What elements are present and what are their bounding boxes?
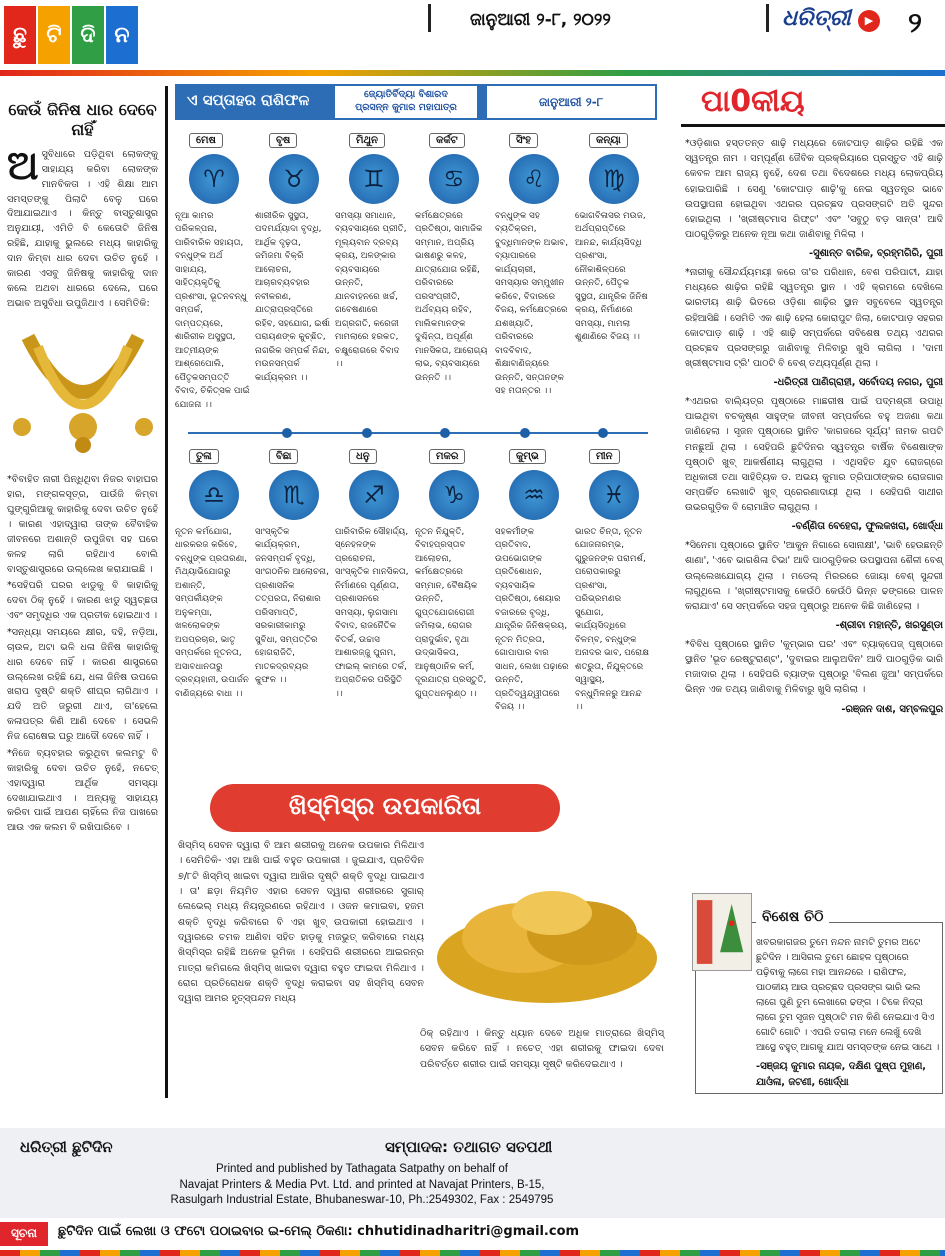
zodiac-sign [255, 128, 333, 385]
left-para-3: *ସେହିପରି ଘରର ଝାଡୁକୁ ବି କାହାରିକୁ ଦେବା ଠିକ୍ ନୁହେଁ । କାରଣ ଝାଡୁ ସ୍ୱଚ୍ଛତା ଏବଂ ସମୃଦ୍ଧିର ଏକ ପ୍ରତୀକ ହୋଇଥାଏ । [7, 580, 158, 622]
page-number: ୨ [908, 6, 922, 39]
left-article-body [7, 143, 158, 311]
page-header [0, 0, 945, 70]
special-letter-heading: ବିଶେଷ ଚିଠି [756, 909, 829, 925]
reader-letter: *ଏଥରର ବାଲ୍ୟିତ୍ର ପୃଷ୍ଠାରେ ମାଛରୀଷ ପାଇଁ ପଦ୍ମଶ୍ରୀ ଉପାଧି ପାଇଥିବା ବଚକୃଷ୍ଣ ସାହୁଙ୍କ ଜୀବନୀ ସମ୍ପର୍କରେ ବହୁ ଅଜଣା କଥା ଜାଣିହେଲା । ସୃଜନ ପୃଷ୍ଠାରେ ସ୍ଥାନିତ 'କାଗଜରେ ସୂର୍ଯ୍ୟ' ନାମକ ଗପଟି ମନଛୁଆଁ ଥିଲା । ସେହିପରି ଛୁଟିଦିନର ସ୍ୱତନ୍ତ୍ର ବାର୍ଷିକ ବିଶେଷାଙ୍କ ପୃଷ୍ଠାଟି ଖୁବ୍ ଆକର୍ଷଣୀୟ ଲାଗୁଥିଲା । ଏଥିସହିତ ଯୁବ ରୋଜଗ୍ରେ ଅଧିକାରୀ ତଥା ସାହିତ୍ୟିକ ଡ. ଅଭୟ କୁମାର ତ୍ରିପାଠୀଙ୍କର ରୋଜଗାର ସମ୍ପର୍କିତ ଲେଖାଟି ଖୁବ୍ ପ୍ରେରଣାଦାୟୀ ଥିଲା । ସେହିପରି ସାଥୀର ଉଭରଗୁଡ଼ିକ ବି ରୋମାଞ୍ଚିତ ଲାଗୁଥିଲା । [685, 395, 943, 514]
horoscope-title: ଏ ସପ୍ତାହର ରାଶିଫଳ [187, 91, 310, 109]
logo-letter-4: ନ [106, 6, 138, 64]
zodiac-sign-name: ବୃଷ [269, 133, 297, 148]
zodiac-forecast: ସହକର୍ମୀଙ୍କ ପ୍ରତିବାଦ, ଉପଭୋଗଙ୍କ ପ୍ରତିଶୋଧନ, ବ୍ୟବସାୟିକ ପ୍ରତିଷ୍ଠା, ଶେୟାର ବଜାରରେ ବୃଦ୍ଧି, ଯାନ୍ତ୍ରିକ ଜିନିଷକ୍ରୟ, ନୂତନ ମିତ୍ରତା, ଗୋପାପାର ବାର ସାଧନ, ଲେଖା ପଢ଼ାରେ ଉନ୍ନତି, ପ୍ରତିଦ୍ୱନ୍ଦ୍ୱୀତାରେ ବିଜୟ ।। [495, 527, 569, 713]
issue-date: ଜାନୁଆରୀ ୨-୮, ୨୦୨୨ [470, 10, 611, 30]
header-divider-2 [766, 4, 769, 32]
letter-signature: -ଶ୍ରୀବା ମହାନ୍ତି, ଖରସୁଣ୍ଡା [835, 620, 943, 632]
zodiac-forecast: କର୍ମକ୍ଷେତ୍ରରେ ପ୍ରତିଷ୍ଠା, ସାମାଜିକ ସମ୍ମାନ, ଅପ୍ରିୟ ଭାଷଣରୁ କଳହ, ଯାତ୍ରାଯୋଗ ରହିଛି, ପରିବାରରେ ପରସଂପ୍ରୀତି, ଅର୍ଥବ୍ୟୟ ରହିବ, ମାଲିକମାନଙ୍କ ଦୁଶ୍ଚିନ୍ତା, ଅପୂର୍ଣ୍ଣ ମାନସିକତା, ଆରୋଗ୍ୟ ଲାଭ, ବ୍ୟବସାୟରେ ଉନ୍ନତି ।। [415, 211, 488, 383]
zodiac-forecast: ନୂଆ କାମର ପରିକଳ୍ପନା, ପାରିବାରିକ ସହାୟତା, ବନ୍ଧୁଙ୍କ ଅର୍ଥ ସାହାଯ୍ୟ, ସାହିତ୍ୟକୃତିକୁ ପ୍ରଶଂସା, ଭୂତନବନ୍ଧୁ ସମ୍ପର୍କ, ଦାମ୍ପତ୍ୟରେ, ଶାରିରୀକ ଅସୁସ୍ଥତା, ଆତ୍ମୀୟଙ୍କ ଆଶ୍ରେପୋଲି, ପୈତୃକସମ୍ପତ୍ତି ବିବାଦ, ଚିକିତ୍ସକ ପାଇଁ ଯୋଜନା ।। [175, 211, 250, 410]
zodiac-sign [415, 444, 493, 701]
zodiac-sign [255, 444, 333, 688]
zodiac-sign [415, 128, 493, 385]
zodiac-symbol-icon: ♍ [589, 154, 639, 204]
zodiac-sign-name: ତୁଳା [189, 449, 219, 464]
author-name: ପ୍ରସନ୍ନ କୁମାର ମହାପାତ୍ର [355, 102, 457, 114]
zodiac-sign [575, 444, 653, 715]
reader-letter: *ବିବିଧ ପୃଷ୍ଠାରେ ସ୍ଥାନିତ 'କୁମ୍ଭାର ଘର' ଏବଂ ବ୍ୟାକ୍‌ପେଜ୍ ପୃଷ୍ଠାରେ ସ୍ଥାନିତ 'ଭୂତ ରେଷ୍ଟୁରାଣ୍ଟ', 'ଦୁବାଇର ଆଲୁଅଦିନ' ଆଦି ପାଠଗୁଡ଼ିକ ଭାରି ମଜାଦାର ଥିଲା । ସେହିପରି ବ୍ୟାଙ୍କ ପୃଷ୍ଠାରୁ 'ବିଲଣ ଜୁଆ' ସମ୍ପର୍କରେ ଭିନ୍ନ ଏକ ତଥ୍ୟ ଜାଣିବାକୁ ମିଳିବାରୁ ଖୁସି ଲାଗିଲା । [685, 638, 943, 696]
horoscope-section [175, 84, 665, 774]
divider-dot [440, 428, 450, 438]
divider-dot [598, 428, 608, 438]
letters-list [685, 136, 943, 720]
left-para-4: *ସନ୍ଧ୍ୟା ସମୟରେ କ୍ଷୀର, ଦହି, ନଡ଼ିଆ, ଚାଉଳ, ଅଟା ଭଳି ଧଳା ଜିନିଷ କାହାରିକୁ ଧାର ଦେବେ ନାହିଁ । କାରଣ ଶାସ୍ତ୍ରରେ ଉଲ୍ଲେଖ ରହିଛି ଯେ, ଧଳା ଜିନିଷ ଉପରେ ଖରାପ ଦୃଷ୍ଟି ଶକ୍ତି ଶୀଘ୍ର ଲାଗିଥାଏ । ଯଦି ଅତି ଜରୁରୀ ଥାଏ, ତା'ହେଲେ କଳାପତ୍ର କିଣି ଆଣି ଦେବେ । ସେଭଳି ନିଜ ରୋଷେଇ ଘରୁ ଆଦୌ ଦେବେ ନାହିଁ । [7, 627, 158, 743]
zodiac-symbol-icon: ♊ [349, 154, 399, 204]
imprint-line-2: Navajat Printers & Media Pvt. Ltd. and printed at Navajat Printers, B-15, [179, 1178, 545, 1191]
raisin-body-right: ଠିକ୍ ରହିଥାଏ । କିନ୍ତୁ ଧ୍ୟାନ ଦେବେ ଅଧିକ ମାତ୍ରାରେ ଖିସ୍‌ମିସ୍ ସେବନ କରିବେ ନାହିଁ । ନଚେତ୍ ଏହା ଶରୀରକୁ ଫାଇଦା ଦେବା ପରିବର୍ତ୍ତେ ଶରୀର ପାଇଁ ସମସ୍ୟା ସୃଷ୍ଟି କରିଦେଇଥାଏ । [420, 1028, 664, 1070]
zodiac-forecast: ନୂତନ ନିଯୁକ୍ତି, ବିବାହପ୍ରସ୍ତାବ ଆଲୋଚନା, କର୍ମକ୍ଷେତ୍ରରେ ସମ୍ମାନ, ବୈଷୟିକ ଉନ୍ନତି, ଗୁପ୍ତଯୋଗରୋଗୀ ଜମିଲାଭ, ରୋଗର ପ୍ରାଦୁର୍ଭାବ, ବୃଥା ଉଦ୍ଭାସିକତା, ଆନୁଷ୍ଠାନିକ କର୍ମ, ଦୂରଯାତ୍ରା ପ୍ରସ୍ତୁତି, ଗୁପ୍ତଧନଲୁଣ୍ଠ ।। [415, 527, 487, 699]
zodiac-sign-name: ମିଥୁନ [349, 133, 385, 148]
zodiac-symbol-icon: ♌ [509, 154, 559, 204]
zodiac-forecast: ସମସ୍ୟା ସମାଧାନ, ବ୍ୟବସାୟରେ ପ୍ରୀତି, ମୂଲ୍ୟବାନ ଦ୍ରବ୍ୟ କ୍ରୟ, ଅଳଙ୍କାର ବ୍ୟବସାୟରେ ଉନ୍ନତି, ଯାନବାହନରେ ଖର୍ଚ୍ଚ, ଗବେଷଣାରେ ଅଗ୍ରଗତି, କରେଜୀ ମାମଲାରେ ହରକତ, ଚକ୍ଷୁରୋଗରେ ବିବାଦ ।। [335, 211, 407, 370]
left-para-5: *ନିଜେ ବ୍ୟବହାର କରୁଥିବା କଲମଟୁ ବି କାହାରିକୁ ଦେବା ଉଚିତ ନୁହେଁ, ନଚେତ୍ ଏହାଦ୍ୱାରା ଆର୍ଥିକ ସମସ୍ୟା ଦେଖାଯାଇଥାଏ । ଅନ୍ୟକୁ ସାହାଯ୍ୟ କରିବା ପାଇଁ ଆପଣ ଚାହିଁଲେ ନିଜ ପାଖରେ ଆଉ ଏକ କଲମ ବି ରଖିପାରିବେ । [7, 747, 158, 834]
zodiac-symbol-icon: ♏ [269, 470, 319, 520]
submission-email: ଛୁଟିଦିନ ପାଇଁ ଲେଖା ଓ ଫଟୋ ପଠାଇବାର ଇ-ମେଲ୍ ଠିକଣା: chhutidinadharitri@gmail.com [58, 1224, 580, 1239]
horoscope-date: ଜାନୁଆରୀ ୨-୮ [485, 84, 657, 120]
divider-dot [282, 428, 292, 438]
zodiac-sign-name: ମୀନ [589, 449, 620, 464]
zodiac-forecast: ସାଂସ୍କୃତିକ କାର୍ଯ୍ୟକ୍ରମ, ଜନସମ୍ପର୍କ ବୃଦ୍ଧି, ସାଂଗଠନିକ ଆଲୋଚନା, ପ୍ରଶାସନିକ ତତ୍ପରତା, ନିରାଶାର ପରିସମାପ୍ତି, ସରକାରୀକାମରୁ ସୁବିଧା, ସମ୍ପତ୍ତିର ହୋଗରାଜିତି, ମାତକଦ୍ରବ୍ୟର କୁଫଳ ।। [255, 527, 329, 686]
brand-logo: ଧରିତ୍ରୀ [782, 6, 851, 31]
zodiac-sign [335, 444, 413, 701]
horoscope-header [175, 84, 657, 120]
left-article-title: କେଉଁ ଜିନିଷ ଧାର ଦେବେ ନାହିଁ [8, 100, 157, 139]
magazine-cover-image [692, 893, 752, 971]
letter-signature: -ସୁଶାନ୍ତ ବାରିକ, ବ୍ରହ୍ମଗିରି, ପୁରୀ [809, 248, 943, 260]
horoscope-divider [188, 432, 648, 434]
header-divider [428, 4, 431, 32]
reader-letter: *ଓଡ଼ିଶାର ହସ୍ତତନ୍ତ ଶାଢ଼ି ମଧ୍ୟରେ କୋଟପାଡ଼ ଶାଢ଼ିର ରହିଛି ଏକ ସ୍ୱତନ୍ତ୍ର ନାମ । ସମ୍ପୂର୍ଣ୍ଣ ଜୈବିକ ପ୍ରକ୍ରିୟାରେ ପ୍ରସ୍ତୁତ ଏହି ଶାଢ଼ି କେବଳ ଆମ ରାଜ୍ୟ ନୁହେଁ, ଦେଶ ତଥା ବିଦେଶରେ ମଧ୍ୟ ଲୋକପ୍ରିୟ ହୋଇପାରିଛି । ସେଣୁ 'କୋଟପାଡ଼ ଶାଢ଼ି'କୁ ନେଇ ସ୍ୱତନ୍ତ୍ର ଭାବେ ଉପସ୍ଥାପନା ହୋଇଥିବା ଏଥରର ପ୍ରଚ୍ଛଦ ପ୍ରସଙ୍ଗଟି ଅତି ସୁନ୍ଦର ହୋଇଥିଲା । 'ଖ୍ରୀଷ୍ଟମାସ ଗିଫ୍ଟ' ଏବଂ 'ସବୁଠୁ ବଡ଼ ସାନ୍ତା' ଆଦି ପାଠଗୁଡ଼ିକରୁ ଅନେକ ନୂଆ କଥା ଜାଣିବାକୁ ମିଳିଲା । [685, 138, 943, 241]
zodiac-sign-name: କର୍କଟ [429, 133, 465, 148]
author-title: ଜ୍ୟୋତିର୍ବିଦ୍ୟା ବିଶାରଦ [364, 89, 448, 100]
raisins-image [432, 868, 662, 1008]
zodiac-sign-name: ସିଂହ [509, 133, 538, 148]
notice-label: ସୂଚନା [0, 1222, 48, 1246]
zodiac-symbol-icon: ♎ [189, 470, 239, 520]
raisin-article [172, 778, 667, 1096]
letters-title: ପା0କୀୟ [701, 84, 805, 119]
letter-signature: -ରଞ୍ଜନ ଦାଶ, ସମ୍ବଲପୁର [841, 703, 943, 715]
special-letter [695, 909, 943, 1094]
raisin-title: ଖିସ୍‌ମିସ୍‌ର ଉପକାରିତା [210, 784, 560, 832]
raisin-body-left: ଖିସ୍‌ମିସ୍ ସେବନ ଦ୍ୱାରା ବି ଆମ ଶରୀରକୁ ଅନେକ ଉପକାର ମିଳିଥାଏ । ସେମିତିକି- ଏହା ଆଖି ପାଇଁ ବହୁତ ଉପକାରୀ । ଜୁଇଯାଏ, ପ୍ରତିଦିନ ୭/୮ଟି ଖିସ୍‌ମିସ୍ ଖାଇବା ଦ୍ୱାରା ଆଖିର ଦୃଷ୍ଟି ଶକ୍ତି ବୃଦ୍ଧି ପାଇଥାଏ । ତା' ଛଡ଼ା ନିୟମିତ ଏହାର ସେବନ ଦ୍ୱାରା ଶରୀରରେ ସୁଗାର୍ ଲେଭେଲ୍ ମଧ୍ୟ ନିୟନ୍ତ୍ରଣରେ ରହିଥାଏ । ଓଜନ କମାଇବା, ହଜମ ଶକ୍ତି ବୃଦ୍ଧି କରିବାରେ ବି ଏହା ଖୁବ୍ ଉପକାରୀ ହୋଇଥାଏ । ଦ୍ୱାରରେ ଚମକ ଆଣିବା ସହିତ ହାଡ଼କୁ ମଜଭୁତ୍ କରିବାରେ ମଧ୍ୟ ଖିସ୍‌ମିସ୍‌ର ରହିଛି ଅନେକ ଭୂମିକା । ସେହିପରି ଶରୀରରେ ଆଇରନ୍‌ର ମାତ୍ରା କମିଗଲେ ଖିସ୍‌ମିସ୍ ଖାଇବା ଦ୍ୱାରା ବହୁତ ଫାଇଦା ମିଳିଥାଏ । ରୋଗ ପ୍ରତିରୋଧକ ଶକ୍ତି ବୃଦ୍ଧି କରାଇବା ସହ ଖିସ୍‌ମିସ୍ ସେବନ ଦ୍ୱାରା ଆମର ହୃତ୍‌ସ୍ପନ୍ଦନ ମଧ୍ୟ [178, 840, 424, 1005]
page-footer [0, 1128, 945, 1256]
zodiac-sign-name: ବିଛା [269, 449, 298, 464]
footer-editor: ସମ୍ପାଦକ: ତଥାଗତ ସତପଥୀ [385, 1138, 553, 1156]
footer-color-band [0, 1250, 945, 1256]
letters-rule [681, 124, 945, 127]
zodiac-forecast: ଶାରୀରିକ ସୁସ୍ଥତା, ପଦମର୍ଯ୍ୟାଦା ବୃଦ୍ଧି, ଆର୍ଥିକ ଦୃଢ଼ତା, ଜମିଜମା ବିକ୍ରି ଆଲୋଚନା, ଆଚାରବ୍ୟବହାର ନବୀକରଣ, ଯାତ୍ରାପ୍ରସ୍ତିରେ ରହିବ, ସହଯୋଗ, ଇର୍ଷା ପରାୟଣଙ୍କ କୁଚ୍ଛିତ, ନାଗରିକ ସମ୍ପର୍କ ନିନ୍ଦା, ମଉନସମ୍ପର୍କ କାର୍ଯ୍ୟକ୍ରମ ।। [255, 211, 330, 383]
zodiac-sign [175, 444, 253, 701]
zodiac-sign-name: ମକର [429, 449, 465, 464]
zodiac-forecast: ଭାରତ ଚିନ୍ତା, ନୂତନ ଯୋଜନାରମ୍ଭ, ଗୁରୁଜନଙ୍କ ପରାମର୍ଶ, ପରୋପକାରରୁ ପ୍ରଶଂସା, ପରିଭ୍ରମଣର ସୁଯୋଗ, କାର୍ଯ୍ୟସିଦ୍ଧିରେ ବିଳମ୍ବ, ବନ୍ଧୁଙ୍କ ଅନାଦର ଭାବ, ପରୋକ୍ଷ ଶତ୍ରୁତା, ନିଯୁକ୍ତରେ ସ୍ୱାସ୍ଥ୍ୟ, ବନ୍ଧୁମିଳନରୁ ଆନନ୍ଦ ।। [575, 527, 650, 713]
zodiac-symbol-icon: ♋ [429, 154, 479, 204]
divider-dot [520, 428, 530, 438]
special-letter-poem: ଖବରକାଗଜର ତୁମେ ନନ୍ଦନ ନାମଟି ତୁମର ଅଟେ ଛୁଟିଦିନ । ଆସିଗଲ ତୁମେ ଛୋହଳ ପୃଷ୍ଠାରେ ପଢ଼ିବାକୁ ଲାଗେ ମହା ଆନନ୍ଦରେ । ରାଶିଫଳ, ପାଠକୀୟ ଆଉ ପ୍ରଚ୍ଛଦ ପ୍ରସଙ୍ଗ ଭାରି ଭଲ ଲାଗେ ପୁଣି ତୁମ ଲେଖାରେ ଢଙ୍ଗ । ଟିକେ ନିଦ୍ରା ଲାଗେ ତୁମ ସୃଜନ ପୃଷ୍ଠାଟି ମନ କିଣି ନେଇଯାଏ ସିଏ ଗୋଟି ଗୋଟି । ଏପରି ତଗଲା ମନେ ଲେଖୁଁ ଦେଖି ଆସ୍ଥେ ବହୁତ୍ ଆଗକୁ ଯାଅ ସମସ୍ତଙ୍କ ନେଇ ସାଥେ । [756, 937, 940, 1054]
zodiac-symbol-icon: ♓ [589, 470, 639, 520]
left-para-2: *ବିବାହିତ ନାରୀ ପିନ୍ଧିଥିବା ନିଜର ବାହାଘର ହାର, ମଙ୍ଗଳସୂତ୍ର, ପାଉଁଜି କିମ୍ବା ଘୁଙ୍ଗୁରିଆକୁ କାହାରିକୁ ଦେବା ଉଚିତ ନୁହେଁ । କାରଣ ଏହାଦ୍ୱାରା ତାଙ୍କ ବୈବାହିକ ଜୀବନରେ ଅଶାନ୍ତି ଉପୁଜିବା ସହ ଘରେ କଳହ ଲାଗି ରହିଥାଏ ବୋଲି ବାସ୍ତୁଶାସ୍ତ୍ରରେ ଉଲ୍ଲେଖ କରାଯାଇଛି । [7, 474, 158, 575]
logo-letter-3: ଦି [72, 6, 104, 64]
reader-letter: *ନାରୀକୁ ସୌନ୍ଦର୍ଯ୍ୟମୟୀ କରେ ତା'ର ପରିଧାନ, ବେଶ ପରିପାଟୀ, ଯାହା ମଧ୍ୟରେ ଶାଢ଼ିର ରହିଛି ସ୍ୱତନ୍ତ୍ର ସ୍ଥାନ । ଏହି କ୍ରମରେ ଦେଖିଲେ ଭାରତୀୟ ଶାଢ଼ି ଭିତରେ ଓଡ଼ିଶା ଶାଢ଼ିର ସ୍ଥାନ ସବୁବେଳେ ସ୍ୱତନ୍ତ୍ର ରହିଆସିଛି । ସେମିତି ଏକ ଶାଢ଼ି ହେଲା କୋରାପୁଟ ଜିଲା, କୋଟପାଡ଼ ସହରର କୋଟପାଡ଼ ଶାଢ଼ି । ଏହି ଶାଢ଼ି ସମ୍ପର୍କରେ ସବିଶେଷ ତଥ୍ୟ ଏଥରର ପ୍ରଚ୍ଛଦ ପ୍ରସଙ୍ଗରୁ ଜାଣିବାକୁ ମିଳିବାରୁ ଖୁସି ଲାଗିଲା । 'ଦାମୀ ଖ୍ରୀଷ୍ଟମାସ ଟ୍ରି' ପାଠଟି ବି ବେଶ୍ ତଥ୍ୟପୂର୍ଣ୍ଣ ଥିଲା । [685, 266, 943, 370]
zodiac-sign [335, 128, 413, 372]
zodiac-sign [495, 444, 573, 715]
zodiac-forecast: ନୂତନ କର୍ମଯୋଗ, ଧାରକରଜ କରିବେ, ବନ୍ଧୁଙ୍କ ପ୍ରତାରଣା, ମିଥ୍ୟାଭିଯୋଗରୁ ଅଶାନ୍ତି, ସମ୍ପର୍କୀୟଙ୍କ ଅନୁକମ୍ପା, ଖଳଲୋକଙ୍କ ଅପପ୍ରଚାର, ଭାତୃ ସମ୍ପର୍କରେ ନୂତନତା, ଅସାବଧାନତାରୁ ଦ୍ରବ୍ୟହାନୀ, ଉପାର୍ଜନ ବାଣିଜ୍ୟରେ ବାଧା ।। [175, 527, 249, 699]
footer-brand: ଧରିତ୍ରୀ ଛୁଟିଦିନ [20, 1138, 113, 1156]
divider-dot [362, 428, 372, 438]
letters-column [681, 84, 945, 1096]
imprint-line-1: Printed and published by Tathagata Satpathy on behalf of [216, 1163, 508, 1175]
zodiac-sign-name: ଧନୁ [349, 449, 377, 464]
special-letter-signature: -ସଞ୍ଜୟ କୁମାର ନାୟକ, ଦକ୍ଷିଣ ପୁଷ୍ପ ମୁହାଣ, ଯାଓଁଳା, ଜଟଣୀ, ଖୋର୍ଦ୍ଧା [756, 1061, 926, 1089]
zodiac-sign-name: କୁମ୍ଭ [509, 449, 546, 464]
imprint-text [112, 1162, 612, 1209]
letter-signature: -ଧରିତ୍ରୀ ପାଣିଗ୍ରାହୀ, ସର୍ବୋଦୟ ନଗର, ପୁରୀ [773, 377, 943, 389]
zodiac-sign-name: ମେଷ [189, 133, 223, 148]
zodiac-symbol-icon: ♑ [429, 470, 479, 520]
zodiac-sign-name: କନ୍ୟା [589, 133, 628, 148]
zodiac-symbol-icon: ♈ [189, 154, 239, 204]
header-color-band [0, 70, 945, 76]
drop-cap: ଅ [7, 143, 39, 189]
zodiac-symbol-icon: ♒ [509, 470, 559, 520]
zodiac-forecast: ଭୋଗବିଳାସର ମଉଜ, ଅର୍ଥପ୍ରାପ୍ତିରେ ଆନନ୍ଦ, କାର୍ଯ୍ୟସିଦ୍ଧି ପ୍ରଶଂସା, ନୌକାଶିଳ୍ପରେ ଉନ୍ନତି, ପୈତୃକ ସୁସ୍ଥତା, ଯାନ୍ତ୍ରିକ ଜିନିଷ କ୍ରୟ, ନିର୍ମାଣରେ ସମସ୍ୟା, ମାମଲା ଶୁଣାଣିରେ ବିଜୟ ।। [575, 211, 648, 343]
zodiac-forecast: ବନ୍ଧୁଙ୍କ ସହ ବ୍ୟତିକ୍ରମ, ବୁଦ୍ଧିମାନଙ୍କ ଅଭାବ, ବ୍ୟାପାରରେ କାର୍ଯ୍ୟଚାରୀ, ସମସ୍ୟାର ସମ୍ମୁଖୀନ କରିବେ, ବିଦାରରେ ବିଜୟ, କର୍ମକ୍ଷେତ୍ରରେ ଯଶଖ୍ୟାତି, ପରିବାରରେ ବାଦବିବାଦ, ଶିକ୍ଷାବାଣିଜ୍ୟରେ ଉନ୍ନତି, ସନ୍ତାନଙ୍କ ସହ ମତାନ୍ତର ।। [495, 211, 568, 397]
logo-letter-1: ଛୁ [4, 6, 36, 64]
left-article [0, 86, 168, 1098]
zodiac-forecast: ପାରିବାରିକ ସୌହାର୍ଦ୍ଦ୍ୟ, ସ୍ନେହଳଙ୍କ ପ୍ରରୋଚନା, ସାଂସ୍କୃତିକ ମାନସିକତା, ନିର୍ମାଣରେ ପୂର୍ଣ୍ଣତା, ପ୍ରଶାସନରେ ସମସ୍ୟା, ଲୁଗସାମା ବିବାଦ, ରାଜନୈତିକ ବିତର୍କ, ଉଚ୍ଚାସ ଆଶାରଜ୍ଜୁ ପୁନାମ, ଫାଇଲ୍ କାମରେ ତର୍କ, ଅପ୍ରାତିକର ପରିସ୍ଥିତି ।। [335, 527, 409, 699]
special-letter-body [756, 935, 940, 1094]
horoscope-author [335, 86, 477, 118]
play-icon: ▶ [858, 10, 880, 32]
left-para-1: ସୁବିଧାରେ ପଡ଼ିଥିବା ଲୋକଙ୍କୁ ସାହାଯ୍ୟ କରିବା ଲୋକଙ୍କ ମାନବିକତା । ଏହି ଶିକ୍ଷା ଆମ ସମସ୍ତଙ୍କୁ ପିଲାଟି ବେଳୁ ଘରେ ଦିଆଯାଇଥାଏ । କିନ୍ତୁ ବାସ୍ତୁଶାସ୍ତ୍ର ଅନୁଯାୟୀ, ଏମିତି ବି କେତୋଟି ଜିନିଷ ରହିଛି, ଯାହାକୁ ଭୁଲରେ ମଧ୍ୟ କାହାରିକୁ ଦାନ କିମ୍ବା ଧାର ଦେବା ଉଚିତ ନୁହେଁ । କାରଣ ଏସବୁ ଜିନିଷକୁ କାହାରିକୁ ଦାନ କଲେ ଅଥବା ଧାରରେ ଦେଲେ, ଘରେ ଅଭାବ ଅସୁବିଧା ଉପୁଜିଥାଏ । ସେମିତିକି: [7, 149, 158, 309]
imprint-line-3: Rasulgarh Industrial Estate, Bhubaneswar-10, Ph.:2549302, Fax : 2549795 [170, 1194, 554, 1207]
zodiac-sign [575, 128, 653, 345]
zodiac-symbol-icon: ♉ [269, 154, 319, 204]
logo-letter-2: ଟି [38, 6, 70, 64]
reader-letter: *ସିନେମା ପୃଷ୍ଠାରେ ସ୍ଥାନିତ 'ଆକୁନ ନିଗାରେ ସୋନାକ୍ଷୀ', 'ଭାବି ହେଉଛନ୍ତି ଶାଣା', 'ଏବେ ଭାଗଶିଳା ଟିଭା' ଆଦି ପାଠଗୁଡ଼ିକର ଉପସ୍ଥାପନା ଶୈଳୀ ବେଶ୍ ଉଲ୍ଲେଖଯୋଗ୍ୟ ଥିଲା । ମଡେଲ୍ ମିରରରେ ଜୋୟା ବେଶ୍ ସୁନ୍ଦରୀ ଲାଗୁଥିଲେ । 'ଖ୍ରୀଷ୍ଟମାସକୁ କେଉଁଠି କେଉଁଠି ଭିନ୍ନ ଢଙ୍ଗରେ ପାଳନ କରାଯାଏ' ସେ ସମ୍ପର୍କରେ ସହଜ ପୃଷ୍ଠାରୁ ଅନେକ କିଛି ଜାଣିହେଲା । [685, 540, 943, 612]
zodiac-sign [175, 128, 253, 412]
letter-signature: -ବର୍ଣ୍ଣିତା ବେହେରା, ଫୁଲକଖରା, ଖୋର୍ଦ୍ଧା [791, 521, 943, 533]
zodiac-symbol-icon: ♐ [349, 470, 399, 520]
gold-necklace-image [8, 317, 158, 467]
zodiac-sign [495, 128, 573, 399]
